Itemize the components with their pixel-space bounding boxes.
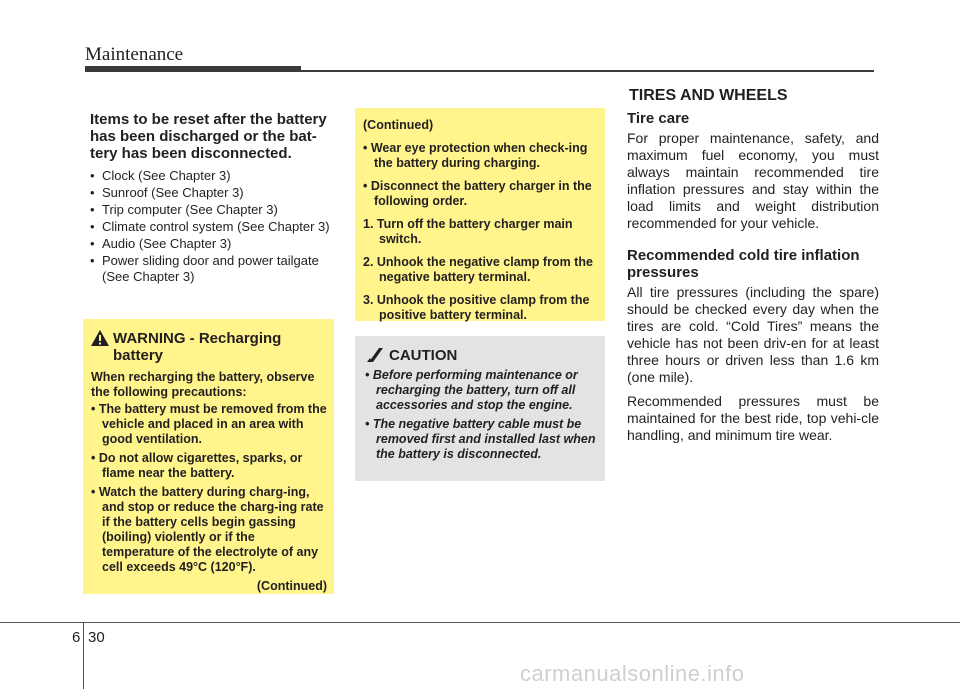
- tires-section: [627, 110, 879, 444]
- list-item: • Clock (See Chapter 3): [90, 168, 231, 183]
- list-item: • Climate control system (See Chapter 3): [90, 219, 330, 234]
- list-item: • Audio (See Chapter 3): [90, 236, 232, 251]
- cold-pressure-text-2: Recommended pressures must be maintained for the best ride, top vehi-cle handling, and minimum tire wear.: [627, 393, 879, 443]
- list-item: • Power sliding door and power tailgate (See Chapter 3): [90, 253, 319, 284]
- caution-title: CAUTION: [389, 347, 458, 364]
- footer-divider: [83, 622, 84, 689]
- page-number: 30: [88, 629, 105, 646]
- warning-box: [83, 319, 334, 594]
- header-rule-thin: [301, 70, 874, 72]
- watermark: carmanualsonline.info: [520, 661, 745, 686]
- warning-triangle-icon: [91, 330, 109, 350]
- continued-label: (Continued): [363, 118, 434, 132]
- caution-slash-icon: [367, 348, 385, 367]
- reset-items-heading: Items to be reset after the battery has been discharged or the bat-tery has been disconnected.: [90, 111, 327, 162]
- caution-item: • The negative battery cable must be removed first and installed last when the battery is disconnected.: [365, 417, 596, 461]
- warning-item: • Do not allow cigarettes, sparks, or flame near the battery.: [91, 451, 303, 480]
- caution-body: [365, 368, 597, 466]
- reset-items-section: [90, 111, 330, 286]
- footer-rule: [0, 622, 960, 623]
- warning-title: WARNING - Recharging battery: [113, 330, 333, 364]
- list-item: • Trip computer (See Chapter 3): [90, 202, 278, 217]
- page-header-title: Maintenance: [85, 44, 184, 65]
- reset-items-list: [90, 168, 330, 285]
- continued-bullet: • Disconnect the battery charger in the following order.: [363, 179, 592, 208]
- tire-care-heading: Tire care: [627, 110, 690, 127]
- section-title: TIRES AND WHEELS: [629, 87, 788, 104]
- continued-step: 3. Unhook the positive clamp from the positive battery terminal.: [363, 293, 590, 322]
- continued-step: 1. Turn off the battery charger main switch.: [363, 217, 573, 246]
- warning-item: • Watch the battery during charg-ing, and stop or reduce the charg-ing rate if the battery cells begin gassing (boiling) violently or if the temperature of the electrolyte of any cell exceeds 49°C (120°F).: [91, 485, 324, 574]
- cold-pressure-heading: Recommended cold tire inflation pressures: [627, 247, 860, 281]
- header-rule-thick: [85, 66, 301, 72]
- warning-continued: (Continued): [256, 579, 327, 593]
- chapter-number: 6: [72, 629, 81, 646]
- caution-box: [355, 336, 605, 481]
- caution-item: • Before performing maintenance or recharging the battery, turn off all accessories and stop the engine.: [365, 368, 578, 412]
- continued-body: [363, 118, 599, 323]
- continued-bullet: • Wear eye protection when check-ing the battery during charging.: [363, 141, 588, 170]
- warning-intro: When recharging the battery, observe the following precautions:: [91, 370, 315, 399]
- warning-body: [91, 370, 327, 594]
- cold-pressure-text: All tire pressures (including the spare) should be checked every day when the tires are cold. “Cold Tires” means the vehicle has not been driv-en for at least three hours or driven less than 1.6 km (one mile).: [627, 284, 879, 385]
- continued-step: 2. Unhook the negative clamp from the negative battery terminal.: [363, 255, 593, 284]
- tire-care-text: For proper maintenance, safety, and maximum fuel economy, you must always maintain recommended tire inflation pressures and stay within the load limits and weight distribution recommended for your vehicle.: [627, 130, 879, 231]
- warning-item: • The battery must be removed from the vehicle and placed in an area with good ventilation.: [91, 402, 327, 446]
- list-item: • Sunroof (See Chapter 3): [90, 185, 244, 200]
- continued-box: [355, 108, 605, 321]
